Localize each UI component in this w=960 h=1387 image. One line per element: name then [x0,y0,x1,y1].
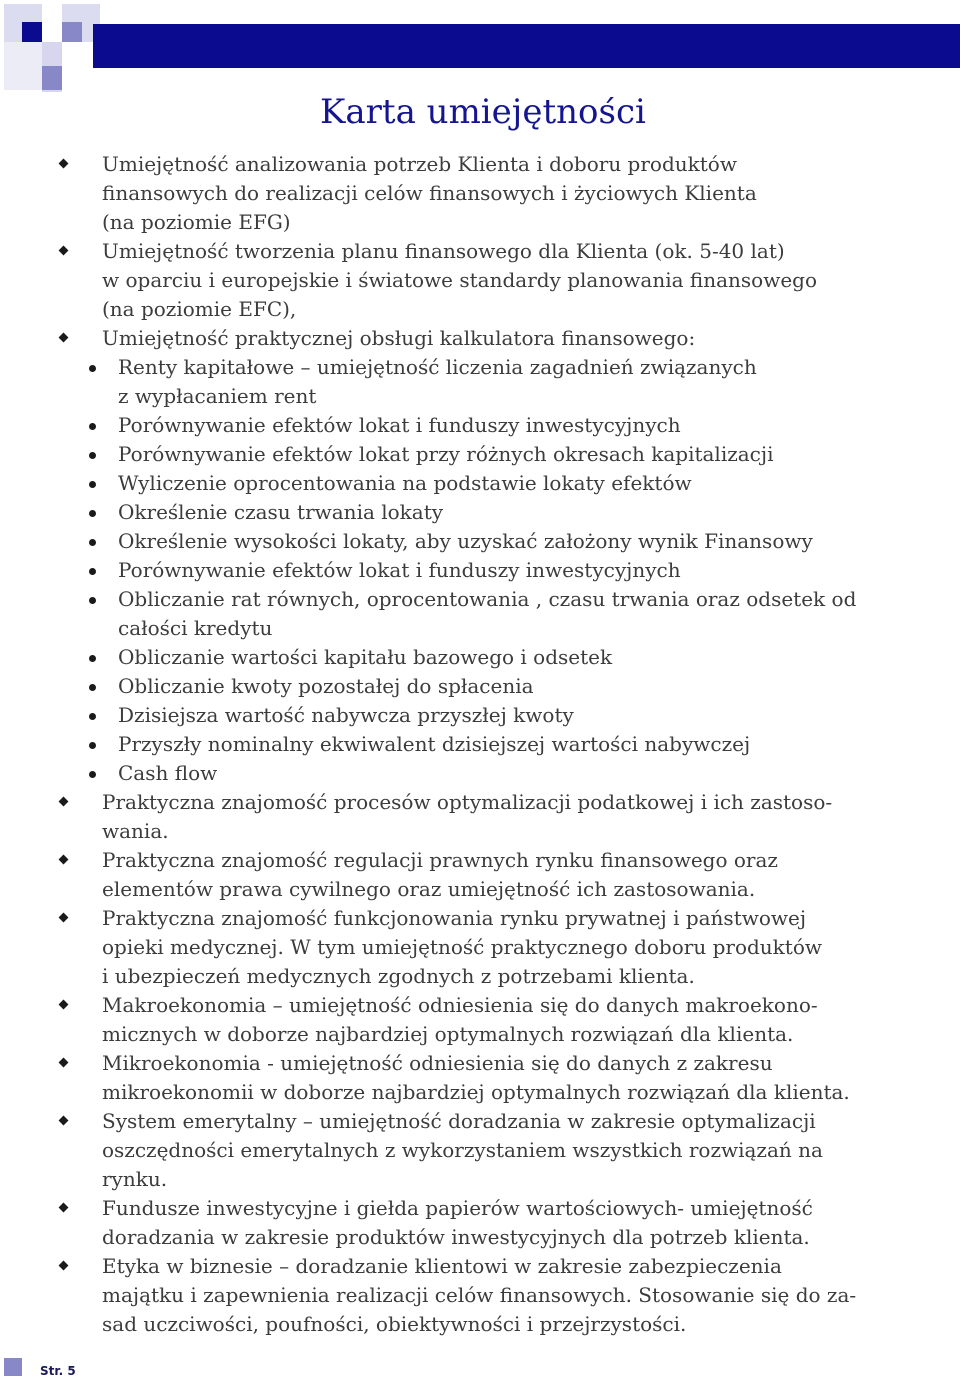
sub-list-item [58,440,948,469]
list-item-line: oszczędności emerytalnych z wykorzystaniem wszystkich rozwiązań na [102,1138,823,1162]
bullet-dot-icon [89,481,96,488]
sub-list-item [58,556,948,585]
list-item-line: Umiejętność analizowania potrzeb Klienta i doboru produktów [102,152,737,176]
list-item-line: w oparciu i europejskie i światowe standardy planowania finansowego [102,268,817,292]
sub-list-item [58,672,948,701]
bullet-dot-icon [89,713,96,720]
sub-list-item [58,411,948,440]
list-item [58,1194,948,1252]
bullet-diamond-icon [59,246,69,256]
bullet-diamond-icon [59,1000,69,1010]
list-item-line: z wypłacaniem rent [118,384,317,408]
list-item-line: sad uczciwości, poufności, obiektywności i przejrzystości. [102,1312,687,1336]
bullet-dot-icon [89,568,96,575]
list-item-line: wania. [102,819,169,843]
bullet-dot-icon [89,742,96,749]
list-item [58,1049,948,1107]
list-item-line: Umiejętność tworzenia planu finansowego dla Klienta (ok. 5-40 lat) [102,239,785,263]
bullet-dot-icon [89,452,96,459]
bullet-dot-icon [89,510,96,517]
sub-list-item [58,353,948,411]
list-item-line: i ubezpieczeń medycznych zgodnych z potrzebami klienta. [102,964,695,988]
list-item-line: Obliczanie rat równych, oprocentowania , czasu trwania oraz odsetek od [118,587,857,611]
bullet-dot-icon [89,771,96,778]
list-item-line: (na poziomie EFC), [102,297,297,321]
list-item-line: mikroekonomii w doborze najbardziej optymalnych rozwiązań dla klienta. [102,1080,850,1104]
header-bar [93,24,960,68]
bullet-diamond-icon [59,1203,69,1213]
sub-list-item [58,498,948,527]
page-number: Str. 5 [40,1364,76,1378]
list-item-line: elementów prawa cywilnego oraz umiejętność ich zastosowania. [102,877,756,901]
list-item-line: Mikroekonomia - umiejętność odniesienia się do danych z zakresu [102,1051,773,1075]
sub-list-item [58,585,948,643]
sub-list-item [58,701,948,730]
list-item-line: finansowych do realizacji celów finansowych i życiowych Klienta [102,181,757,205]
header-decoration-square [62,22,82,42]
list-item-line: Porównywanie efektów lokat i funduszy inwestycyjnych [118,558,681,582]
list-item-line: Obliczanie kwoty pozostałej do spłacenia [118,674,534,698]
list-item [58,324,948,353]
sub-list-item [58,730,948,759]
list-item [58,788,948,846]
bullet-diamond-icon [59,797,69,807]
list-item-line: opieki medycznej. W tym umiejętność praktycznego doboru produktów [102,935,822,959]
sub-list-item [58,527,948,556]
list-item-line: Praktyczna znajomość procesów optymalizacji podatkowej i ich zastoso- [102,790,833,814]
list-item-line: całości kredytu [118,616,273,640]
footer-square [4,1358,22,1376]
bullet-diamond-icon [59,159,69,169]
list-item-line: Określenie wysokości lokaty, aby uzyskać założony wynik Finansowy [118,529,813,553]
list-item-line: (na poziomie EFG) [102,210,291,234]
bullet-diamond-icon [59,913,69,923]
list-item-line: Fundusze inwestycyjne i giełda papierów wartościowych- umiejętność [102,1196,813,1220]
list-item-line: Renty kapitałowe – umiejętność liczenia zagadnień związanych [118,355,757,379]
list-item [58,150,948,237]
sub-list-item [58,469,948,498]
list-item-line: Makroekonomia – umiejętność odniesienia się do danych makroekono- [102,993,818,1017]
bullet-dot-icon [89,684,96,691]
bullet-dot-icon [89,423,96,430]
list-item-line: Porównywanie efektów lokat i funduszy inwestycyjnych [118,413,681,437]
list-item-line: micznych w doborze najbardziej optymalnych rozwiązań dla klienta. [102,1022,794,1046]
list-item-line: Określenie czasu trwania lokaty [118,500,444,524]
list-item [58,846,948,904]
list-item-line: doradzania w zakresie produktów inwestycyjnych dla potrzeb klienta. [102,1225,810,1249]
list-item [58,991,948,1049]
list-item-line: Obliczanie wartości kapitału bazowego i odsetek [118,645,613,669]
page-title: Karta umiejętności [320,92,646,132]
bullet-diamond-icon [59,333,69,343]
list-item-line: Praktyczna znajomość regulacji prawnych rynku finansowego oraz [102,848,778,872]
list-item-line: Cash flow [118,761,218,785]
header-decoration-square [4,42,42,90]
list-item [58,1252,948,1339]
list-item-line: Etyka w biznesie – doradzanie klientowi w zakresie zabezpieczenia [102,1254,782,1278]
bullet-dot-icon [89,539,96,546]
list-item-line: Wyliczenie oprocentowania na podstawie lokaty efektów [118,471,692,495]
list-item-line: Dzisiejsza wartość nabywcza przyszłej kwoty [118,703,574,727]
list-item-line: Porównywanie efektów lokat przy różnych okresach kapitalizacji [118,442,774,466]
list-item [58,904,948,991]
list-item-line: System emerytalny – umiejętność doradzania w zakresie optymalizacji [102,1109,816,1133]
sub-list-item [58,759,948,788]
list-item-line: Umiejętność praktycznej obsługi kalkulatora finansowego: [102,326,696,350]
skills-list [58,150,948,1339]
bullet-dot-icon [89,655,96,662]
bullet-diamond-icon [59,1058,69,1068]
header-decoration-square [42,66,62,90]
list-item [58,1107,948,1194]
bullet-diamond-icon [59,855,69,865]
list-item-line: rynku. [102,1167,168,1191]
list-item-line: Praktyczna znajomość funkcjonowania rynku prywatnej i państwowej [102,906,807,930]
list-item [58,237,948,324]
list-item-line: Przyszły nominalny ekwiwalent dzisiejszej wartości nabywczej [118,732,751,756]
bullet-diamond-icon [59,1261,69,1271]
bullet-diamond-icon [59,1116,69,1126]
header-decoration-square [22,22,42,42]
list-item-line: majątku i zapewnienia realizacji celów finansowych. Stosowanie się do za- [102,1283,857,1307]
bullet-dot-icon [89,597,96,604]
bullet-dot-icon [89,365,96,372]
sub-list-item [58,643,948,672]
